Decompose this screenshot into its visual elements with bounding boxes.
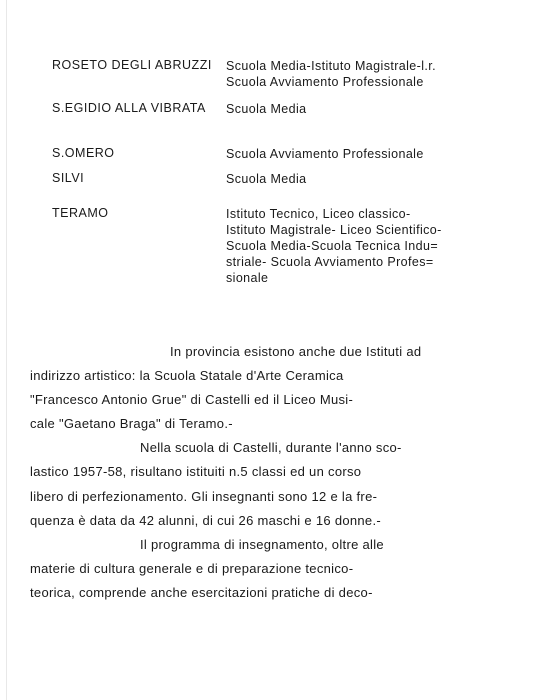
- school-line: striale- Scuola Avviamento Profes=: [226, 255, 434, 269]
- schools-table: [52, 58, 542, 296]
- text-line: Nella scuola di Castelli, durante l'anno sco-: [140, 440, 402, 456]
- body-paragraphs: [30, 340, 530, 605]
- text-line: lastico 1957-58, risultano istituiti n.5 classi ed un corso: [30, 464, 362, 480]
- school-line: Scuola Media-Scuola Tecnica Indu=: [226, 239, 439, 253]
- school-line: Scuola Media: [226, 102, 307, 116]
- place-name: S.EGIDIO ALLA VIBRATA: [52, 101, 206, 115]
- school-list: [226, 101, 542, 117]
- school-list: [226, 206, 542, 286]
- table-row: [52, 171, 542, 206]
- table-row: [52, 58, 542, 101]
- table-row: [52, 206, 542, 296]
- place-name: S.OMERO: [52, 146, 115, 160]
- text-line: materie di cultura generale e di preparazione tecnico-: [30, 560, 354, 576]
- place-name: SILVI: [52, 171, 85, 185]
- left-edge-shadow: [6, 0, 7, 700]
- table-row: [52, 146, 542, 171]
- text-line: quenza è data da 42 alunni, di cui 26 maschi e 16 donne.-: [30, 512, 382, 528]
- school-line: Scuola Avviamento Professionale: [226, 147, 424, 161]
- school-line: Scuola Media: [226, 172, 307, 186]
- place-name: TERAMO: [52, 206, 109, 220]
- school-line: sionale: [226, 271, 269, 285]
- text-line: cale "Gaetano Braga" di Teramo.-: [30, 416, 233, 432]
- school-line: Scuola Avviamento Professionale: [226, 75, 424, 89]
- school-line: Scuola Media-Istituto Magistrale-l.r.: [226, 59, 437, 73]
- text-line: indirizzo artistico: la Scuola Statale d'Arte Ceramica: [30, 368, 344, 384]
- text-line: In provincia esistono anche due Istituti ad: [170, 344, 422, 359]
- school-list: [226, 146, 542, 162]
- text-line: libero di perfezionamento. Gli insegnanti sono 12 e la fre-: [30, 488, 378, 504]
- school-line: Istituto Tecnico, Liceo classico-: [226, 207, 411, 221]
- text-line: teorica, comprende anche esercitazioni pratiche di deco-: [30, 584, 373, 600]
- table-row: [52, 101, 542, 146]
- school-line: Istituto Magistrale- Liceo Scientifico-: [226, 223, 442, 237]
- place-name: ROSETO DEGLI ABRUZZI: [52, 58, 212, 72]
- text-line: Il programma di insegnamento, oltre alle: [140, 536, 384, 552]
- text-line: "Francesco Antonio Grue" di Castelli ed il Liceo Musi-: [30, 392, 354, 408]
- school-list: [226, 171, 542, 187]
- school-list: [226, 58, 542, 90]
